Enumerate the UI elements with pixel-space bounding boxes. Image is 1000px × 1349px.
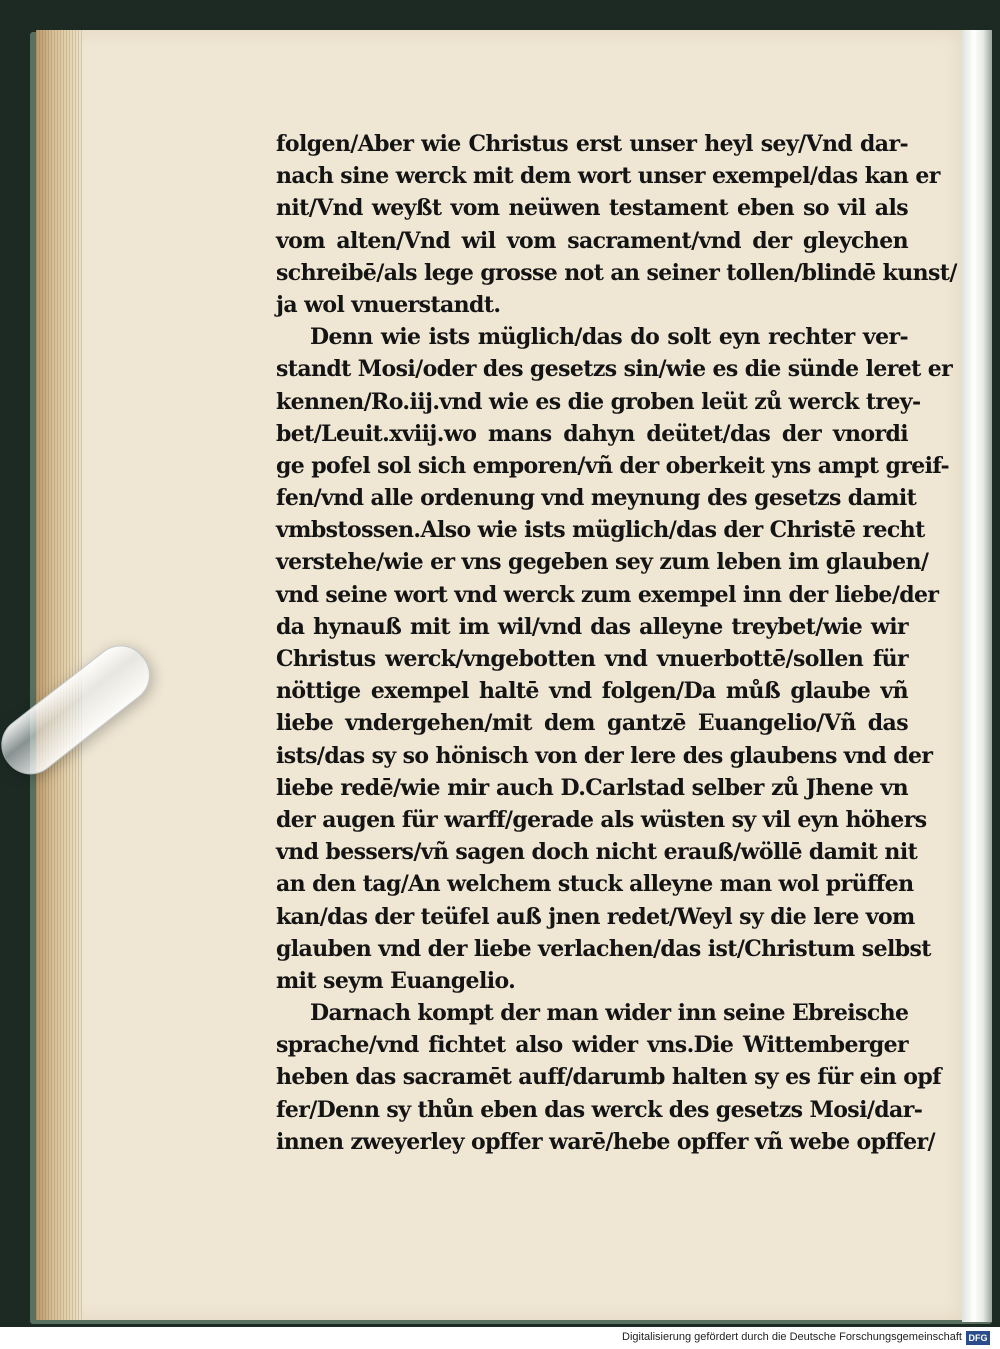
text-line: an den tag/An welchem stuck alleyne man wol prüffen	[276, 871, 914, 898]
text-line: kan/das der teüfel auß jnen redet/Weyl sy die lere vom	[276, 903, 915, 930]
text-line: heben das sacramēt auff/darumb halten sy es für ein opf	[276, 1064, 941, 1091]
text-line: ists/das sy so hönisch von der lere des glaubens vnd der	[276, 742, 933, 769]
text-line: ja wol vnuerstandt.	[276, 291, 501, 318]
text-line: vmbstossen.Also wie ists müglich/das der Christē recht	[276, 517, 925, 544]
text-line: vnd bessers/vñ sagen doch nicht erauß/wöllē damit nit	[276, 839, 918, 866]
text-line: liebe redē/wie mir auch D.Carlstad selber zů Jhene vn	[276, 774, 908, 801]
text-line: da hynauß mit im wil/vnd das alleyne treybet/wie wir	[276, 613, 908, 640]
text-line: standt Mosi/oder des gesetzs sin/wie es die sünde leret er	[276, 356, 953, 383]
dfg-logo-icon: DFG	[966, 1331, 990, 1345]
page-gutter-edge	[962, 30, 992, 1322]
text-line: nöttige exempel haltē vnd folgen/Da můß glaube vñ	[276, 678, 908, 705]
text-line: fer/Denn sy thůn eben das werck des gesetzs Mosi/dar-	[276, 1096, 923, 1123]
text-line: verstehe/wie er vns gegeben sey zum leben im glauben/	[276, 549, 929, 576]
digitization-footer	[0, 1327, 1000, 1349]
text-line: Darnach kompt der man wider inn seine Ebreische	[310, 1000, 909, 1027]
text-line: innen zweyerley opffer warē/hebe opffer vñ webe opffer/	[276, 1128, 935, 1155]
text-line: glauben vnd der liebe verlachen/das ist/Christum selbst	[276, 935, 931, 962]
text-line: kennen/Ro.iij.vnd wie es die groben leüt zů werck trey-	[276, 388, 921, 415]
text-line: sprache/vnd fichtet also wider vns.Die Wittemberger	[276, 1032, 908, 1059]
text-line: bet/Leuit.xviij.wo mans dahyn deütet/das der vnordi	[276, 420, 908, 447]
text-line: vom alten/Vnd wil vom sacrament/vnd der gleychen	[276, 227, 908, 254]
text-line: Christus werck/vngebotten vnd vnuerbottē/sollen für	[276, 646, 908, 672]
text-line: nit/Vnd weyßt vom neüwen testament eben so vil als	[276, 195, 908, 222]
text-line: nach sine werck mit dem wort unser exempel/das kan er	[276, 163, 940, 190]
footer-credit: Digitalisierung gefördert durch die Deutsche Forschungsgemeinschaft	[622, 1331, 962, 1343]
page-text	[276, 128, 957, 1158]
text-line: Denn wie ists müglich/das do solt eyn rechter ver-	[310, 324, 908, 351]
text-line: liebe vndergehen/mit dem gantzē Euangelio/Vñ das	[276, 710, 908, 737]
text-line: ge pofel sol sich emporen/vñ der oberkeit yns ampt greif-	[276, 452, 950, 479]
text-line: vnd seine wort vnd werck zum exempel inn der liebe/der	[276, 581, 939, 608]
text-line: der augen für warff/gerade als wüsten sy vil eyn höhers	[276, 806, 927, 833]
text-line: schreibē/als lege grosse not an seiner tollen/blindē kunst/	[276, 259, 957, 286]
text-line: folgen/Aber wie Christus erst unser heyl sey/Vnd dar-	[276, 131, 908, 157]
text-line: mit seym Euangelio.	[276, 967, 516, 994]
text-line: fen/vnd alle ordenung vnd meynung des gesetzs damit	[276, 485, 917, 512]
